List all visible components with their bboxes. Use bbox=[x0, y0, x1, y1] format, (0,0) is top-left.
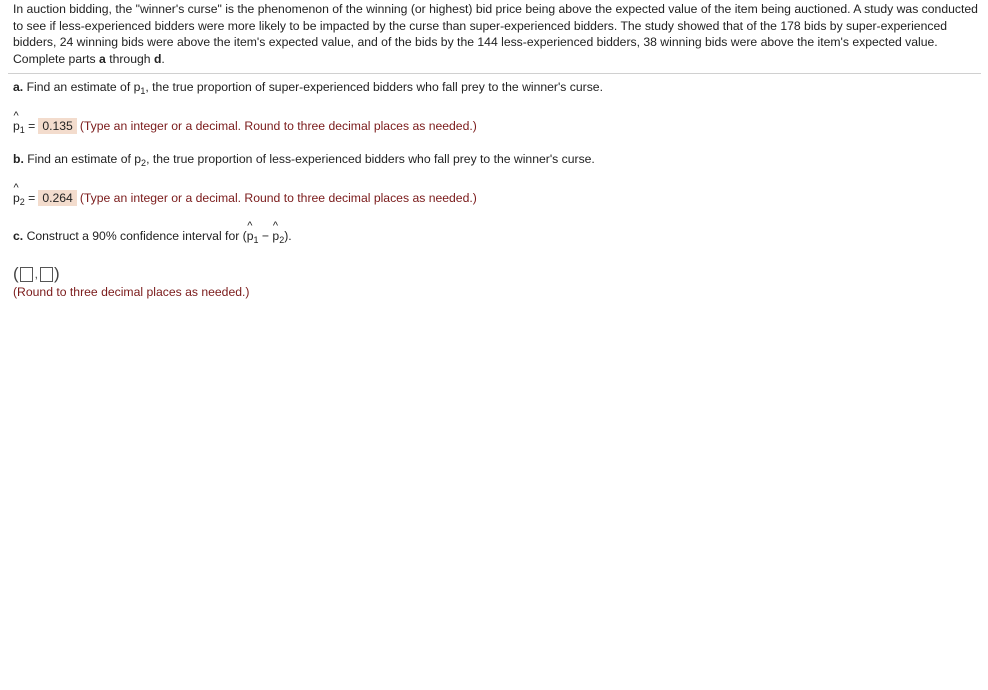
part-b-sub: 2 bbox=[141, 158, 147, 168]
part-a-question bbox=[13, 80, 603, 94]
part-b-question bbox=[13, 152, 595, 166]
divider bbox=[8, 73, 981, 74]
part-a-hint: (Type an integer or a decimal. Round to three decimal places as needed.) bbox=[79, 119, 477, 133]
part-a-ref: a bbox=[99, 51, 106, 66]
part-a-text-pre: Find an estimate of p bbox=[26, 80, 141, 94]
part-b-answer-field[interactable]: 0.264 bbox=[38, 190, 77, 206]
part-b-label: b. bbox=[13, 152, 24, 166]
ci-upper-input[interactable] bbox=[40, 267, 53, 282]
part-c-hint: (Round to three decimal places as needed.) bbox=[13, 285, 250, 299]
part-a-text-post: , the true proportion of super-experienced bidders who fall prey to the winner's curse. bbox=[145, 80, 603, 94]
p-hat-2-symbol: ^ $p_2$ bbox=[13, 182, 25, 207]
part-b-answer-row: ^ $p_2 = 0.264$ (Type an integer or a decimal. Round to three decimal places as needed.) bbox=[13, 182, 477, 207]
part-a-answer-field[interactable]: 0.135 bbox=[38, 118, 77, 134]
part-c-question bbox=[13, 220, 292, 245]
problem-text: In auction bidding, the "winner's curse" is the phenomenon of the winning (or highest) bid price being above the expected value of the item being auctioned. A study was conducted to see if less-experienced bidders were more likely to be impacted by the curse than super-experienced bidders. The study showed that of the 178 bids by super-experienced bidders, 24 winning bids were above the item's expected value, and of the bids by the 144 less-experienced bidders, 38 winning bids were above the item's expected value. Complete parts bbox=[13, 2, 978, 66]
comma-separator: , bbox=[34, 267, 39, 281]
part-b-hint: (Type an integer or a decimal. Round to three decimal places as needed.) bbox=[79, 191, 477, 205]
problem-statement: In auction bidding, the "winner's curse" is the phenomenon of the winning (or highest) bid price being above the expected value of the item being auctioned. A study was conducted to see if less-experienced bidders were more likely to be impacted by the curse than super-experienced bidders. The study showed that of the 178 bids by super-experienced bidders, 24 winning bids were above the item's expected value, and of the bids by the 144 less-experienced bidders, 38 winning bids were above the item's expected value. Complete parts a through d. bbox=[13, 2, 978, 66]
part-a-sub: 1 bbox=[140, 86, 146, 96]
part-c-text-pre: Construct a 90% confidence interval for ( bbox=[26, 229, 247, 243]
p-hat-1-inline: ^ $p_1$ bbox=[246, 220, 259, 245]
through-text: through bbox=[109, 51, 151, 66]
minus-sign: − bbox=[258, 229, 273, 243]
part-a-answer-row: ^ $p_1 = 0.135$ (Type an integer or a decimal. Round to three decimal places as needed.) bbox=[13, 110, 477, 135]
part-c-label: c. bbox=[13, 229, 24, 243]
open-paren: ( bbox=[13, 264, 19, 283]
part-b-text-post: , the true proportion of less-experienced bidders who fall prey to the winner's curse. bbox=[146, 152, 595, 166]
part-a-label: a. bbox=[13, 80, 24, 94]
p-hat-1-symbol: ^ $p_1$ bbox=[13, 110, 25, 135]
confidence-interval-input bbox=[13, 264, 60, 284]
part-d-ref: d bbox=[153, 51, 162, 66]
close-paren: ) bbox=[54, 264, 60, 283]
ci-lower-input[interactable] bbox=[20, 267, 33, 282]
part-b-text-pre: Find an estimate of p bbox=[27, 152, 142, 166]
part-c-text-post: ). bbox=[284, 229, 292, 243]
p-hat-2-inline: ^ $p_2$ bbox=[272, 220, 285, 245]
